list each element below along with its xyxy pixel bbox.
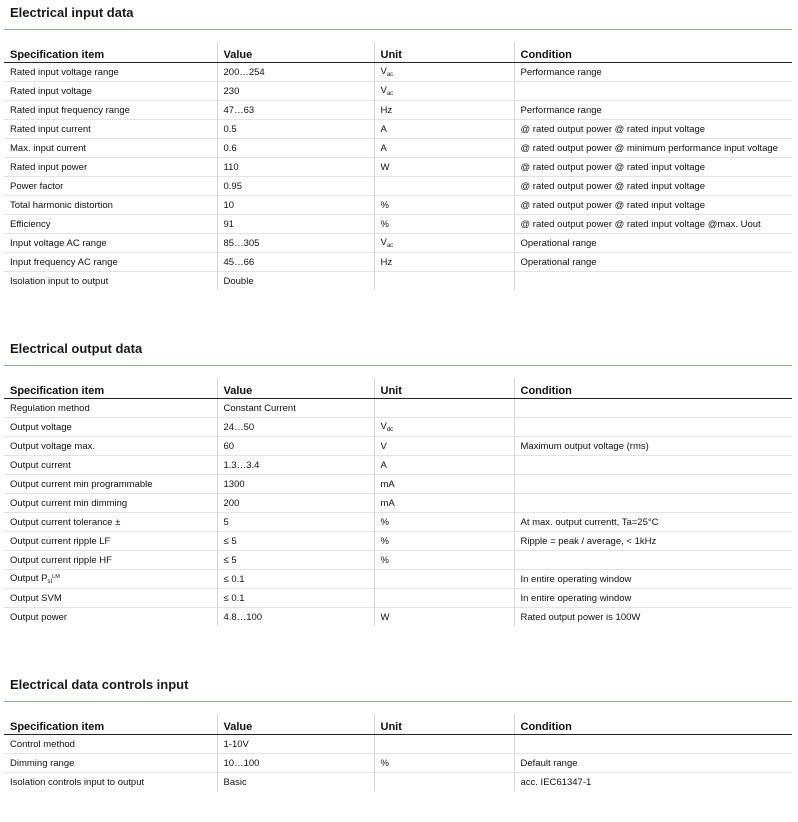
cell-unit: [374, 120, 514, 139]
table-row: [4, 532, 792, 551]
cell-value: [217, 532, 374, 551]
condition-text: @ rated output power @ rated input voltage: [520, 180, 706, 192]
header-specification-item: Specification item: [4, 714, 217, 735]
condition-text: @ rated output power @ rated input voltage: [520, 123, 706, 135]
cell-unit: [374, 551, 514, 570]
item-text: Output P: [10, 573, 48, 584]
unit-text: mA: [380, 478, 395, 490]
unit-subscript: ac: [386, 91, 394, 97]
item-text: Rated input current: [10, 123, 91, 135]
table-row: [4, 177, 792, 196]
cell-unit: [374, 589, 514, 608]
table-row: [4, 253, 792, 272]
unit-text: W: [380, 611, 390, 623]
divider: [4, 365, 792, 366]
cell-value: [217, 158, 374, 177]
cell-value: [217, 399, 374, 418]
condition-text: @ rated output power @ rated input voltage: [520, 161, 706, 173]
cell-value: [217, 754, 374, 773]
cell-specification-item: [4, 570, 217, 589]
value-text: ≤ 5: [223, 554, 237, 566]
cell-value: [217, 475, 374, 494]
item-subscript: st: [47, 579, 53, 585]
cell-unit: [374, 272, 514, 291]
table-row: [4, 475, 792, 494]
cell-condition: [514, 456, 792, 475]
cell-specification-item: [4, 101, 217, 120]
value-text: 0.95: [223, 180, 242, 192]
table-row: [4, 513, 792, 532]
cell-value: [217, 608, 374, 627]
value-text: 4.8…100: [223, 611, 263, 623]
cell-condition: [514, 120, 792, 139]
value-text: 1300: [223, 478, 245, 490]
value-text: 200: [223, 497, 240, 509]
unit-text: V: [380, 85, 387, 96]
table-row: [4, 272, 792, 291]
cell-value: [217, 494, 374, 513]
cell-condition: [514, 82, 792, 101]
cell-value: [217, 272, 374, 291]
value-text: ≤ 0.1: [223, 573, 245, 585]
unit-text: A: [380, 142, 387, 154]
cell-value: [217, 63, 374, 82]
cell-unit: [374, 456, 514, 475]
cell-value: [217, 551, 374, 570]
condition-text: Performance range: [520, 104, 602, 116]
unit-text: A: [380, 123, 387, 135]
cell-unit: [374, 513, 514, 532]
item-text: Max. input current: [10, 142, 87, 154]
cell-unit: [374, 139, 514, 158]
unit-text: %: [380, 199, 389, 211]
header-value: Value: [217, 714, 374, 735]
section-title: Electrical input data: [10, 5, 134, 20]
value-text: Basic: [223, 776, 247, 788]
value-text: 200…254: [223, 66, 265, 78]
unit-text: Hz: [380, 256, 393, 268]
cell-unit: [374, 82, 514, 101]
cell-condition: [514, 399, 792, 418]
item-text: Power factor: [10, 180, 64, 192]
item-text: Regulation method: [10, 402, 90, 414]
cell-specification-item: [4, 253, 217, 272]
table-row: [4, 754, 792, 773]
item-text: Output voltage max.: [10, 440, 96, 452]
cell-condition: [514, 139, 792, 158]
cell-specification-item: [4, 532, 217, 551]
item-superscript: LM: [52, 574, 60, 580]
cell-value: [217, 570, 374, 589]
cell-unit: [374, 177, 514, 196]
cell-condition: [514, 494, 792, 513]
value-text: 91: [223, 218, 235, 230]
item-text: Control method: [10, 738, 75, 750]
cell-condition: [514, 177, 792, 196]
table-row: [4, 608, 792, 627]
cell-value: [217, 589, 374, 608]
table-row: [4, 494, 792, 513]
cell-specification-item: [4, 608, 217, 627]
cell-unit: [374, 608, 514, 627]
value-text: 5: [223, 516, 229, 528]
cell-specification-item: [4, 215, 217, 234]
condition-text: acc. IEC61347-1: [520, 776, 592, 788]
cell-unit: [374, 494, 514, 513]
spec-table: [4, 378, 792, 626]
cell-specification-item: [4, 399, 217, 418]
value-text: 230: [223, 85, 240, 97]
item-text: Output SVM: [10, 592, 62, 604]
cell-unit: [374, 773, 514, 792]
cell-condition: [514, 513, 792, 532]
cell-condition: [514, 551, 792, 570]
header-condition: Condition: [514, 378, 792, 399]
cell-condition: [514, 418, 792, 437]
table-row: [4, 773, 792, 792]
table-row: [4, 120, 792, 139]
header-unit: Unit: [374, 42, 514, 63]
value-text: 110: [223, 161, 239, 173]
condition-text: @ rated output power @ rated input voltage @max. Uout: [520, 218, 761, 230]
header-specification-item: Specification item: [4, 42, 217, 63]
cell-unit: [374, 735, 514, 754]
item-text: Output current: [10, 459, 71, 471]
header-condition: Condition: [514, 42, 792, 63]
cell-condition: [514, 570, 792, 589]
condition-text: @ rated output power @ rated input voltage: [520, 199, 706, 211]
cell-specification-item: [4, 177, 217, 196]
item-text: Output voltage: [10, 421, 72, 433]
condition-text: Rated output power is 100W: [520, 611, 641, 623]
cell-specification-item: [4, 120, 217, 139]
table-row: [4, 437, 792, 456]
value-text: 85…305: [223, 237, 260, 249]
condition-text: Performance range: [520, 66, 602, 78]
cell-condition: [514, 253, 792, 272]
cell-unit: [374, 215, 514, 234]
table-row: [4, 158, 792, 177]
condition-text: Maximum output voltage (rms): [520, 440, 649, 452]
cell-specification-item: [4, 82, 217, 101]
table-row: [4, 196, 792, 215]
unit-text: %: [380, 218, 389, 230]
cell-specification-item: [4, 456, 217, 475]
header-condition: Condition: [514, 714, 792, 735]
table-row: [4, 589, 792, 608]
item-text: Input voltage AC range: [10, 237, 107, 249]
cell-unit: [374, 399, 514, 418]
condition-text: At max. output currentt, Ta=25°C: [520, 516, 659, 528]
header-specification-item: Specification item: [4, 378, 217, 399]
unit-text: V: [380, 66, 387, 77]
cell-condition: [514, 608, 792, 627]
item-text: Output current min programmable: [10, 478, 153, 490]
item-text: Isolation input to output: [10, 275, 109, 287]
unit-text: mA: [380, 497, 395, 509]
value-text: 0.6: [223, 142, 237, 154]
cell-value: [217, 253, 374, 272]
cell-specification-item: [4, 272, 217, 291]
cell-condition: [514, 272, 792, 291]
cell-value: [217, 177, 374, 196]
cell-unit: [374, 253, 514, 272]
item-text: Dimming range: [10, 757, 75, 769]
cell-value: [217, 82, 374, 101]
unit-subscript: ac: [386, 243, 394, 249]
table-row: [4, 139, 792, 158]
spec-table: [4, 714, 792, 791]
cell-condition: [514, 234, 792, 253]
unit-text: V: [380, 237, 387, 248]
table-row: [4, 101, 792, 120]
value-text: 0.5: [223, 123, 237, 135]
value-text: Constant Current: [223, 402, 296, 414]
cell-specification-item: [4, 437, 217, 456]
value-text: 10: [223, 199, 235, 211]
header-value: Value: [217, 378, 374, 399]
cell-condition: [514, 215, 792, 234]
cell-specification-item: [4, 735, 217, 754]
condition-text: Operational range: [520, 256, 597, 268]
item-text: Output current min dimming: [10, 497, 128, 509]
condition-text: In entire operating window: [520, 592, 632, 604]
table-row: [4, 456, 792, 475]
value-text: 24…50: [223, 421, 255, 433]
cell-value: [217, 234, 374, 253]
value-text: ≤ 5: [223, 535, 237, 547]
item-text: Rated input voltage: [10, 85, 92, 97]
header-value: Value: [217, 42, 374, 63]
value-text: Double: [223, 275, 254, 287]
cell-condition: [514, 437, 792, 456]
unit-text: %: [380, 535, 389, 547]
unit-text: A: [380, 459, 387, 471]
cell-value: [217, 215, 374, 234]
table-row: [4, 234, 792, 253]
cell-value: [217, 437, 374, 456]
unit-text: %: [380, 554, 389, 566]
section-title: Electrical output data: [10, 341, 143, 356]
cell-value: [217, 196, 374, 215]
item-text: Total harmonic distortion: [10, 199, 113, 211]
cell-specification-item: [4, 754, 217, 773]
item-text: Rated input power: [10, 161, 88, 173]
condition-text: In entire operating window: [520, 573, 632, 585]
cell-unit: [374, 437, 514, 456]
cell-specification-item: [4, 589, 217, 608]
value-text: ≤ 0.1: [223, 592, 245, 604]
value-text: 47…63: [223, 104, 255, 116]
condition-text: Operational range: [520, 237, 597, 249]
cell-unit: [374, 418, 514, 437]
value-text: 60: [223, 440, 235, 452]
cell-condition: [514, 773, 792, 792]
unit-text: %: [380, 516, 389, 528]
item-text: Output current ripple LF: [10, 535, 111, 547]
value-text: 1-10V: [223, 738, 249, 750]
header-unit: Unit: [374, 378, 514, 399]
cell-specification-item: [4, 196, 217, 215]
cell-specification-item: [4, 513, 217, 532]
unit-text: W: [380, 161, 390, 173]
cell-specification-item: [4, 158, 217, 177]
cell-value: [217, 513, 374, 532]
cell-unit: [374, 196, 514, 215]
section-title: Electrical data controls input: [10, 677, 189, 692]
cell-value: [217, 101, 374, 120]
cell-specification-item: [4, 139, 217, 158]
cell-value: [217, 418, 374, 437]
cell-condition: [514, 158, 792, 177]
cell-condition: [514, 196, 792, 215]
table-row: [4, 418, 792, 437]
cell-condition: [514, 532, 792, 551]
header-unit: Unit: [374, 714, 514, 735]
item-text: Efficiency: [10, 218, 51, 230]
cell-unit: [374, 63, 514, 82]
value-text: 10…100: [223, 757, 260, 769]
cell-specification-item: [4, 475, 217, 494]
cell-specification-item: [4, 418, 217, 437]
table-row: [4, 82, 792, 101]
cell-condition: [514, 63, 792, 82]
unit-subscript: ac: [386, 72, 394, 78]
cell-unit: [374, 475, 514, 494]
unit-text: V: [380, 421, 387, 432]
cell-condition: [514, 475, 792, 494]
cell-value: [217, 773, 374, 792]
cell-unit: [374, 234, 514, 253]
condition-text: Default range: [520, 757, 578, 769]
unit-text: Hz: [380, 104, 393, 116]
unit-text: V: [380, 440, 387, 452]
cell-specification-item: [4, 551, 217, 570]
cell-condition: [514, 589, 792, 608]
item-text: Isolation controls input to output: [10, 776, 145, 788]
value-text: 1.3…3.4: [223, 459, 260, 471]
item-text: Rated input voltage range: [10, 66, 119, 78]
cell-unit: [374, 754, 514, 773]
unit-text: %: [380, 757, 389, 769]
item-text: Input frequency AC range: [10, 256, 118, 268]
cell-specification-item: [4, 773, 217, 792]
condition-text: @ rated output power @ minimum performance input voltage: [520, 142, 778, 154]
unit-subscript: dc: [386, 427, 394, 433]
condition-text: Ripple = peak / average, < 1kHz: [520, 535, 657, 547]
cell-value: [217, 120, 374, 139]
cell-value: [217, 735, 374, 754]
cell-specification-item: [4, 494, 217, 513]
table-row: [4, 215, 792, 234]
cell-specification-item: [4, 63, 217, 82]
cell-unit: [374, 101, 514, 120]
cell-condition: [514, 754, 792, 773]
table-row: [4, 551, 792, 570]
item-text: Output current ripple HF: [10, 554, 112, 566]
cell-unit: [374, 158, 514, 177]
table-row: [4, 399, 792, 418]
table-row: [4, 570, 792, 589]
item-text: Output current tolerance ±: [10, 516, 121, 528]
item-text: Output power: [10, 611, 68, 623]
item-text: Rated input frequency range: [10, 104, 130, 116]
cell-specification-item: [4, 234, 217, 253]
cell-unit: [374, 532, 514, 551]
table-row: [4, 63, 792, 82]
cell-unit: [374, 570, 514, 589]
cell-condition: [514, 735, 792, 754]
cell-value: [217, 139, 374, 158]
divider: [4, 701, 792, 702]
spec-table: [4, 42, 792, 290]
table-row: [4, 735, 792, 754]
value-text: 45…66: [223, 256, 255, 268]
divider: [4, 29, 792, 30]
cell-value: [217, 456, 374, 475]
cell-condition: [514, 101, 792, 120]
